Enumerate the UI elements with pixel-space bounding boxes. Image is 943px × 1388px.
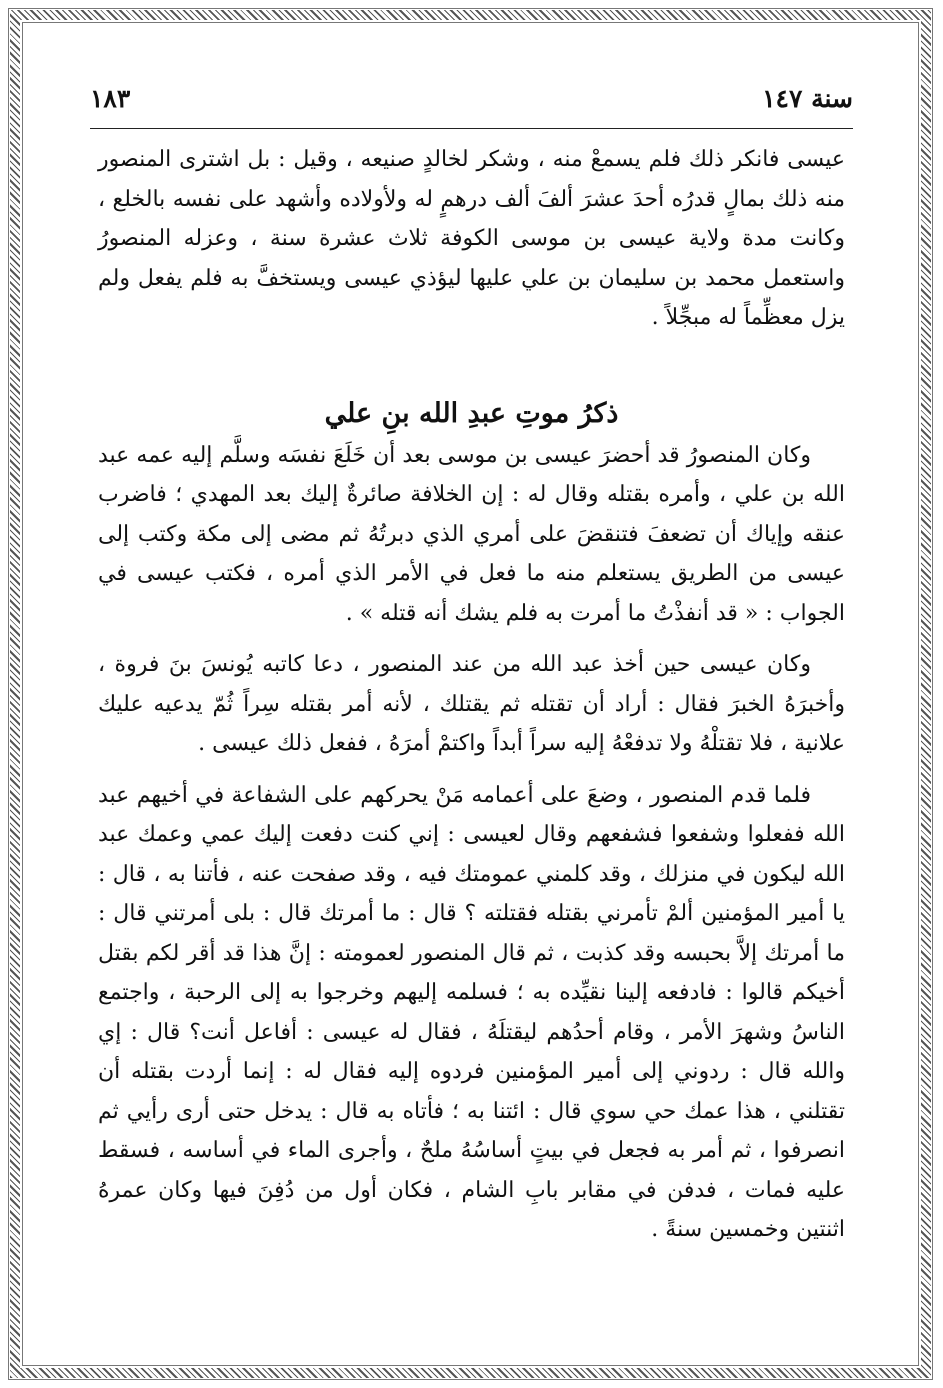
spacer	[98, 764, 845, 776]
paragraph: وكان عيسى حين أخذ عبد الله من عند المنصور ، دعا كاتبه يُونسَ بنَ فروة ، وأخبرَهُ الخبرَ فقال : أراد أن تقتله ثم يقتلك ، لأنه أمر بقتله سِراً ثُمّ يدعيه عليك علانية ، فلا تقتلْهُ ولا تدفعْهُ إليه سراً أبداً واكتمْ أمرَهُ ، ففعل ذلك عيسى .	[98, 652, 845, 756]
spacer	[98, 338, 845, 392]
header-rule	[90, 128, 853, 129]
paragraph-intro: عيسى فانكر ذلك فلم يسمعْ منه ، وشكر لخالدٍ صنيعه ، وقيل : بل اشترى المنصور منه ذلك بمالٍ قدرُه أحدَ عشرَ ألفَ ألف درهمٍ له ولأولاده وأشهد على نفسه بالخلع ، وكانت مدة ولاية عيسى بن موسى الكوفة ثلاث عشرة سنة ، وعزله المنصورُ واستعمل محمد بن سليمان بن علي عليها ليؤذي عيسى ويستخفَّ به فلم يفعل ولم يزل معظِّماً له مبجِّلاً .	[98, 147, 845, 330]
page-header	[90, 84, 853, 124]
section-title: ذكرُ موتِ عبدِ الله بنِ علي	[324, 397, 619, 429]
paragraph: وكان المنصورُ قد أحضرَ عيسى بن موسى بعد أن خَلَعَ نفسَه وسلَّم إليه عمه عبد الله بن علي ، وأمره بقتله وقال له : إن الخلافة صائرةٌ إليك بعد المهدي ؛ فاضرب عنقه وإياك أن تضعفَ فتنقضَ على أمري الذي دبرتُهُ ثم مضى إلى مكة وكتب إلى عيسى من الطريق يستعلم منه ما فعل في الأمر الذي أمره ، فكتب عيسى في الجواب : « قد أنفذْتُ ما أمرت به فلم يشك أنه قتله » .	[98, 442, 845, 626]
spacer	[98, 633, 845, 645]
paragraph: فلما قدم المنصور ، وضعَ على أعمامه مَنْ يحركهم على الشفاعة في أخيهم عبد الله ففعلوا وشفعوا فشفعهم وقال لعيسى : إني كنت دفعت إليك عمي وعمك عبد الله ليكون في منزلك ، وقد كلمني عمومتك فيه ، وقد صفحت عنه ، فأتنا به ، قال : يا أمير المؤمنين ألمْ تأمرني بقتله فقتلته ؟ قال : ما أمرتك قال : بلى أمرتني قال : ما أمرتك إلاَّ بحبسه وقد كذبت ، ثم قال المنصور لعمومته : إنَّ هذا قد أقر لكم بقتل أخيكم قالوا : فادفعه إلينا نقيِّده به ؛ فسلمه إليهم وخرجوا به إلى الرحبة ، واجتمع الناسُ وشهرَ الأمر ، وقام أحدُهم ليقتلَهُ ، فقال له عيسى : أفاعل أنت؟ قال : إي والله قال : ردوني إلى أمير المؤمنين فردوه إليه فقال له : إنما أردت بقتله أن تقتلني ، هذا عمك حي سوي قال : ائتنا به ؛ فأتاه به قال : يدخل حتى أرى رأيي ثم انصرفوا ، ثم أمر به فجعل في بيتٍ أساسُهُ ملحٌ ، وأجرى الماء في أساسه ، فسقط عليه فمات ، فدفن في مقابر بابِ الشام ، فكان أول من دُفِنَ فيها وكان عمرهُ اثنتين وخمسين سنةً .	[98, 782, 845, 1242]
page-number: ١٨٣	[90, 84, 131, 113]
page-body	[98, 140, 845, 1250]
running-head: سنة ١٤٧	[762, 84, 853, 113]
